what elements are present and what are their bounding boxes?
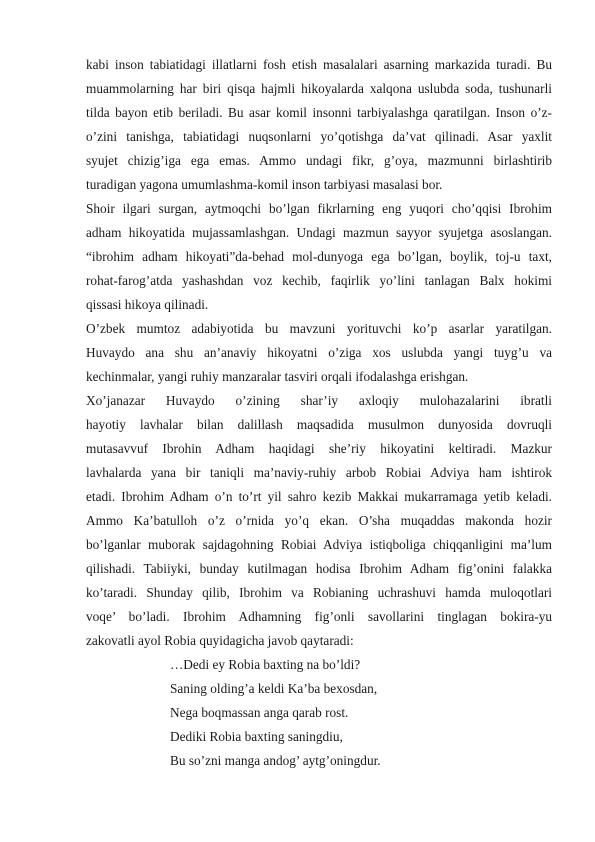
text-line: adham hikoyatida mujassamlashgan. Undagi mazmun sayyor syujetga asoslangan. (86, 225, 552, 240)
text-line: zakovatli ayol Robia quyidagicha javob qaytaradi: (86, 633, 354, 648)
text-line: hayotiy lavhalar bilan dalillash maqsadida musulmon dunyosida dovruqli (86, 417, 552, 432)
text-line: qissasi hikoya qilinadi. (86, 297, 209, 312)
text-line: kabi inson tabiatidagi illatlarni fosh etish masalalari asarning markazida turadi. Bu (86, 57, 552, 72)
text-line: syujet chizig’iga ega emas. Ammo undagi fikr, g’oya, mazmunni birlashtirib (86, 153, 552, 168)
text-line: voqe’ bo’ladi. Ibrohim Adhamning fig’onli savollarini tinglagan bokira-yu (86, 609, 552, 624)
text-line: turadigan yagona umumlashma-komil inson tarbiyasi masalasi bor. (86, 177, 443, 192)
text-line: ko’taradi. Shunday qilib, Ibrohim va Robianing uchrashuvi hamda muloqotlari (86, 585, 552, 600)
text-line: bo’lganlar muborak sajdagohning Robiai Adviya istiqboliga chiqqanligini ma’lum (86, 537, 552, 552)
text-line: Huvaydo ana shu an’anaviy hikoyatni o’ziga xos uslubda yangi tuyg’u va (86, 345, 552, 360)
text-line: kechinmalar, yangi ruhiy manzaralar tasviri orqali ifodalashga erishgan. (86, 369, 469, 384)
text-line: Ammo Ka’batulloh o’z o’rnida yo’q ekan. O’sha muqaddas makonda hozir (86, 513, 552, 528)
text-line: O’zbek mumtoz adabiyotida bu mavzuni yorituvchi ko’p asarlar yaratilgan. (86, 321, 552, 336)
text-line: tilda bayon etib beriladi. Bu asar komil insonni tarbiyalashga qaratilgan. Inson o’z- (86, 105, 552, 120)
poem-line: …Dedi ey Robia baxting na bo’ldi? (170, 657, 361, 672)
text-line: Xo’janazar Huvaydo o’zining shar’iy axloqiy mulohazalarini ibratli (86, 393, 552, 408)
poem-line: Nega boqmassan anga qarab rost. (170, 705, 349, 720)
text-line: lavhalarda yana bir taniqli ma’naviy-ruhiy arbob Robiai Adviya ham ishtirok (86, 465, 552, 480)
text-line: o’zini tanishga, tabiatidagi nuqsonlarni yo’qotishga da’vat qilinadi. Asar yaxlit (86, 129, 552, 144)
poem-line: Bu so’zni manga andog’ aytg’oningdur. (170, 753, 381, 768)
poem-line: Saning olding’a keldi Ka’ba bexosdan, (170, 681, 378, 696)
text-line: Shoir ilgari surgan, aytmoqchi bo’lgan fikrlarning eng yuqori cho’qqisi Ibrohim (86, 201, 552, 216)
text-line: rohat-farog’atda yashashdan voz kechib, faqirlik yo’lini tanlagan Balx hokimi (86, 273, 552, 288)
text-line: qilishadi. Tabiiyki, bunday kutilmagan hodisa Ibrohim Adham fig’onini falakka (86, 561, 552, 576)
text-line: etadi. Ibrohim Adham o’n to’rt yil sahro kezib Makkai mukarramaga yetib keladi. (86, 489, 552, 504)
text-line: “ibrohim adham hikoyati”da-behad mol-dunyoga ega bo’lgan, boylik, toj-u taxt, (86, 249, 552, 264)
text-line: mutasavvuf Ibrohin Adham haqidagi she’riy hikoyatini keltiradi. Mazkur (86, 441, 552, 456)
poem-line: Dediki Robia baxting saningdiu, (170, 729, 343, 744)
text-line: muammolarning har biri qisqa hajmli hikoyalarda xalqona uslubda soda, tushunarli (86, 81, 552, 96)
